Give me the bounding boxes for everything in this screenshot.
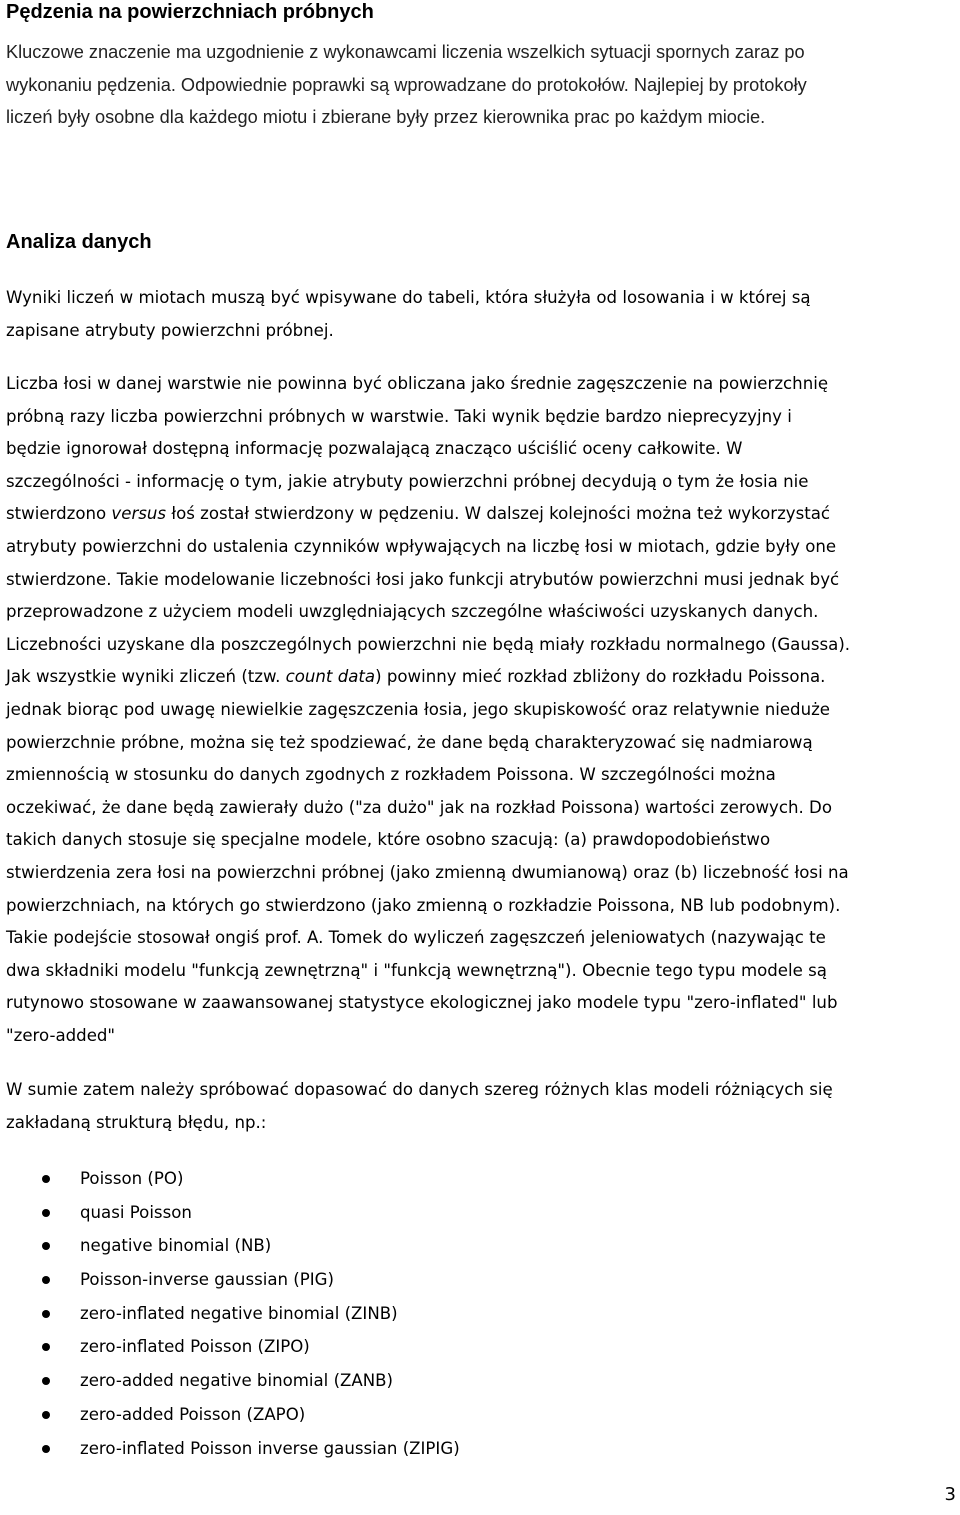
text-line: Liczebności uzyskane dla poszczególnych powierzchni nie będą miały rozkładu normalnego (Gaussa). <box>6 634 851 654</box>
text-line: zakładaną strukturą błędu, np.: <box>6 1112 267 1132</box>
list-item-label: quasi Poisson <box>80 1202 192 1222</box>
list-item-label: zero-inflated Poisson inverse gaussian (ZIPIG) <box>80 1438 460 1458</box>
text-line: szczególności - informację o tym, jakie atrybuty powierzchni próbnej decydują o tym że łosia nie <box>6 471 809 491</box>
bullet-icon <box>42 1242 50 1250</box>
section-heading-analiza: Analiza danych <box>6 231 152 253</box>
list-item-label: zero-inflated Poisson (ZIPO) <box>80 1337 310 1357</box>
text-line: Wyniki liczeń w miotach muszą być wpisywane do tabeli, która służyła od losowania i w której są <box>6 288 811 307</box>
paragraph-wyniki <box>6 282 956 347</box>
italic-term-count-data: count data <box>285 667 376 687</box>
text-segment: łoś został stwierdzony w pędzeniu. W dalszej kolejności można też wykorzystać <box>166 504 831 524</box>
bullet-icon <box>42 1377 50 1385</box>
text-line: Liczba łosi w danej warstwie nie powinna być obliczana jako średnie zagęszczenie na powierzchnię <box>6 374 829 393</box>
text-line: próbną razy liczba powierzchni próbnych w warstwie. Taki wynik będzie bardzo nieprecyzyjny i <box>6 406 792 426</box>
text-line: stwierdzenia zera łosi na powierzchni próbnej (jako zmienną dwumianową) oraz (b) liczebność łosi na <box>6 862 849 882</box>
list-item-label: Poisson (PO) <box>80 1169 184 1188</box>
section-heading-pedzenia: Pędzenia na powierzchniach próbnych <box>6 1 374 23</box>
text-line: powierzchniach, na których go stwierdzono (jako zmienną o rozkładzie Poissona, NB lub podobnym). <box>6 895 841 915</box>
paragraph-liczba-losi <box>6 368 956 1052</box>
text-segment: Jak wszystkie wyniki zliczeń (tzw. <box>6 667 286 687</box>
list-item-label: Poisson-inverse gaussian (PIG) <box>80 1270 335 1290</box>
text-line <box>6 498 956 531</box>
list-item <box>0 1330 900 1364</box>
list-item-label: negative binomial (NB) <box>80 1236 272 1256</box>
list-item-label: zero-added Poisson (ZAPO) <box>80 1404 306 1424</box>
italic-term-versus: versus <box>111 504 167 524</box>
text-line: zapisane atrybuty powierzchni próbnej. <box>6 320 334 340</box>
text-line: dwa składniki modelu "funkcją zewnętrzną" i "funkcją wewnętrzną"). Obecnie tego typu modele są <box>6 960 827 980</box>
model-list <box>0 1162 900 1465</box>
bullet-icon <box>42 1276 50 1284</box>
text-segment: stwierdzono <box>6 504 112 524</box>
list-item <box>0 1162 900 1196</box>
text-line: "zero-added" <box>6 1025 116 1045</box>
list-item <box>0 1297 900 1331</box>
text-line: stwierdzone. Takie modelowanie liczebności łosi jako funkcji atrybutów powierzchni musi jednak być <box>6 569 840 589</box>
text-line: przeprowadzone z użyciem modeli uwzględniających szczególne właściwości uzyskanych danych. <box>6 602 819 622</box>
bullet-icon <box>42 1209 50 1217</box>
text-line: powierzchnie próbne, można się też spodziewać, że dane będą charakteryzować się nadmiarową <box>6 732 813 752</box>
paragraph-pedzenia <box>6 36 956 134</box>
text-line: oczekiwać, że dane będą zawierały dużo ("za dużo" jak na rozkład Poissona) wartości zerowych. Do <box>6 797 832 817</box>
list-item <box>0 1196 900 1230</box>
paragraph-w-sumie <box>6 1074 956 1139</box>
list-item-label: zero-inflated negative binomial (ZINB) <box>80 1303 398 1323</box>
text-line: jednak biorąc pod uwagę niewielkie zagęszczenia łosia, jego skupiskowość oraz relatywnie nieduże <box>6 699 830 719</box>
bullet-icon <box>42 1445 50 1453</box>
text-line: liczeń były osobne dla każdego miotu i zbierane były przez kierownika prac po każdym miocie. <box>6 107 766 128</box>
text-line: zmiennością w stosunku do danych zgodnych z rozkładem Poissona. W szczególności można <box>6 765 776 785</box>
list-item <box>0 1229 900 1263</box>
text-line: będzie ignorował dostępną informację pozwalającą znacząco uściślić oceny całkowite. W <box>6 439 743 459</box>
text-line: rutynowo stosowane w zaawansowanej statystyce ekologicznej jako modele typu "zero-inflated" lub <box>6 993 838 1013</box>
text-line: atrybuty powierzchni do ustalenia czynników wpływających na liczbę łosi w miotach, gdzie były one <box>6 536 837 556</box>
list-item <box>0 1432 900 1466</box>
list-item <box>0 1263 900 1297</box>
bullet-icon <box>42 1175 50 1183</box>
text-line: Takie podejście stosował ongiś prof. A. Tomek do wyliczeń zagęszczeń jeleniowatych (nazywając te <box>6 928 826 948</box>
bullet-icon <box>42 1411 50 1419</box>
text-line: Kluczowe znaczenie ma uzgodnienie z wykonawcami liczenia wszelkich sytuacji spornych zaraz po <box>6 42 805 62</box>
list-item <box>0 1364 900 1398</box>
text-line <box>6 661 956 694</box>
text-line: takich danych stosuje się specjalne modele, które osobno szacują: (a) prawdopodobieństwo <box>6 830 771 850</box>
text-line: W sumie zatem należy spróbować dopasować do danych szereg różnych klas modeli różniących się <box>6 1080 833 1099</box>
list-item-label: zero-added negative binomial (ZANB) <box>80 1371 394 1391</box>
text-line: wykonaniu pędzenia. Odpowiednie poprawki są wprowadzane do protokołów. Najlepiej by protokoły <box>6 74 807 95</box>
list-item <box>0 1398 900 1432</box>
page-number: 3 <box>944 1484 956 1505</box>
text-segment: ) powinny mieć rozkład zbliżony do rozkładu Poissona. <box>375 667 826 687</box>
bullet-icon <box>42 1310 50 1318</box>
bullet-icon <box>42 1343 50 1351</box>
